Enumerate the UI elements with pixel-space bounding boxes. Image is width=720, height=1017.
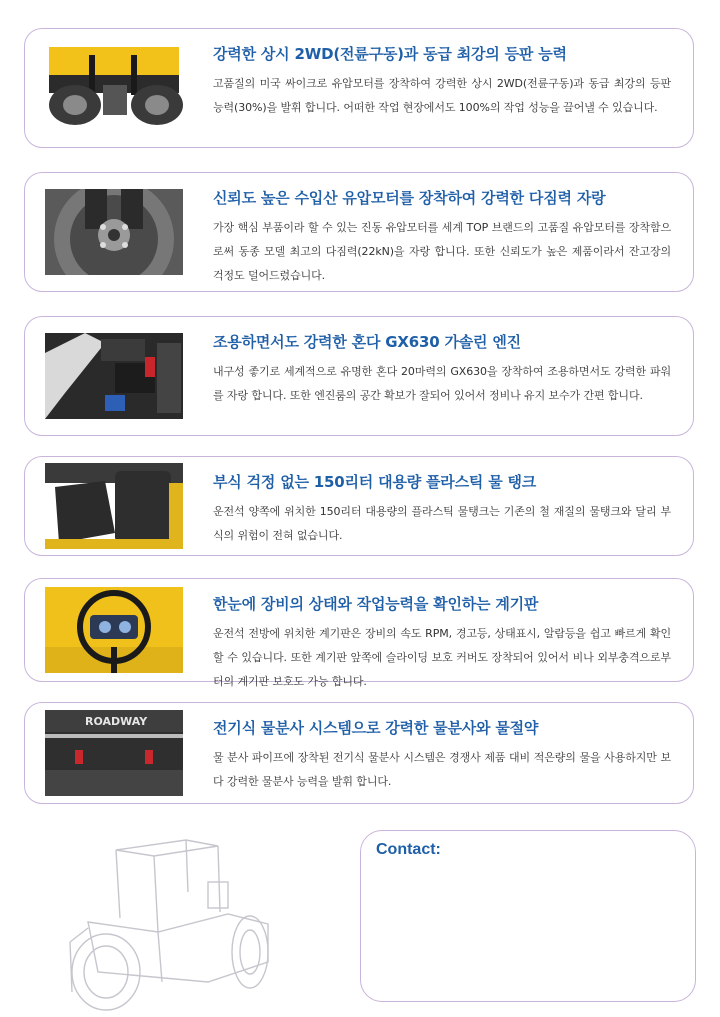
engine-photo <box>45 333 183 419</box>
feature-title: 전기식 물분사 시스템으로 강력한 물분사와 물절약 <box>213 719 539 737</box>
feature-card-water-tank <box>24 456 694 556</box>
roller-sketch-illustration <box>58 832 290 1012</box>
feature-body: 내구성 좋기로 세계적으로 유명한 혼다 20마력의 GX630을 장착하여 조용하면서도 강력한 파워를 자랑 합니다. 또한 엔진룸의 공간 확보가 잘되어 있어서 정비나 유지 보수가 간편 합니다. <box>213 365 671 402</box>
water-tank-photo <box>45 463 183 549</box>
feature-title: 부식 걱정 없는 150리터 대용량 플라스틱 물 탱크 <box>213 473 537 491</box>
contact-box <box>360 830 696 1002</box>
feature-title: 조용하면서도 강력한 혼다 GX630 가솔린 엔진 <box>213 333 521 351</box>
feature-body: 물 분사 파이프에 장착된 전기식 물분사 시스템은 경쟁사 제품 대비 적은량의 물을 사용하지만 보다 강력한 물분사 능력을 발휘 합니다. <box>213 751 671 788</box>
feature-body: 가장 핵심 부품이라 할 수 있는 진동 유압모터를 세계 TOP 브랜드의 고품질 유압모터를 장착함으로써 동종 모델 최고의 다짐력(22kN)을 자랑 합니다. 또한 신뢰도가 높은 제품이라서 잔고장의 걱정도 덜어드렸습니다. <box>213 221 671 282</box>
dashboard-photo <box>45 587 183 673</box>
drive-wheel-photo <box>45 45 183 131</box>
feature-card-water-spray <box>24 702 694 804</box>
feature-body: 운전석 전방에 위치한 계기판은 장비의 속도 RPM, 경고등, 상태표시, 알람등을 쉽고 빠르게 확인할 수 있습니다. 또한 계기판 앞쪽에 슬라이딩 보호 커버도 장착되어 있어서 비나 외부충격으로부터의 계기판 보호도 가능 합니다. <box>213 627 671 688</box>
feature-title: 강력한 상시 2WD(전륜구동)과 동급 최강의 등판 능력 <box>213 45 567 63</box>
water-spray-photo <box>45 710 183 796</box>
roadway-logo-text: ROADWAY <box>85 715 148 728</box>
feature-card-engine <box>24 316 694 436</box>
feature-card-hydraulic-motor <box>24 172 694 292</box>
feature-card-dashboard <box>24 578 694 688</box>
contact-label: Contact: <box>376 841 441 858</box>
feature-title: 신뢰도 높은 수입산 유압모터를 장착하여 강력한 다짐력 자랑 <box>213 189 606 207</box>
feature-body: 운전석 양쪽에 위치한 150리터 대용량의 플라스틱 물탱크는 기존의 철 재질의 물탱크와 달리 부식의 위험이 전혀 없습니다. <box>213 505 671 542</box>
hydraulic-motor-photo <box>45 189 183 275</box>
feature-body: 고품질의 미국 싸이크로 유압모터를 장착하여 강력한 상시 2WD(전륜구동)과 동급 최강의 등판 능력(30%)을 발휘 합니다. 어떠한 작업 현장에서도 100%의 작업 성능을 끌어낼 수 있습니다. <box>213 77 671 114</box>
feature-card-drive <box>24 28 694 148</box>
feature-title: 한눈에 장비의 상태와 작업능력을 확인하는 계기판 <box>213 595 539 613</box>
